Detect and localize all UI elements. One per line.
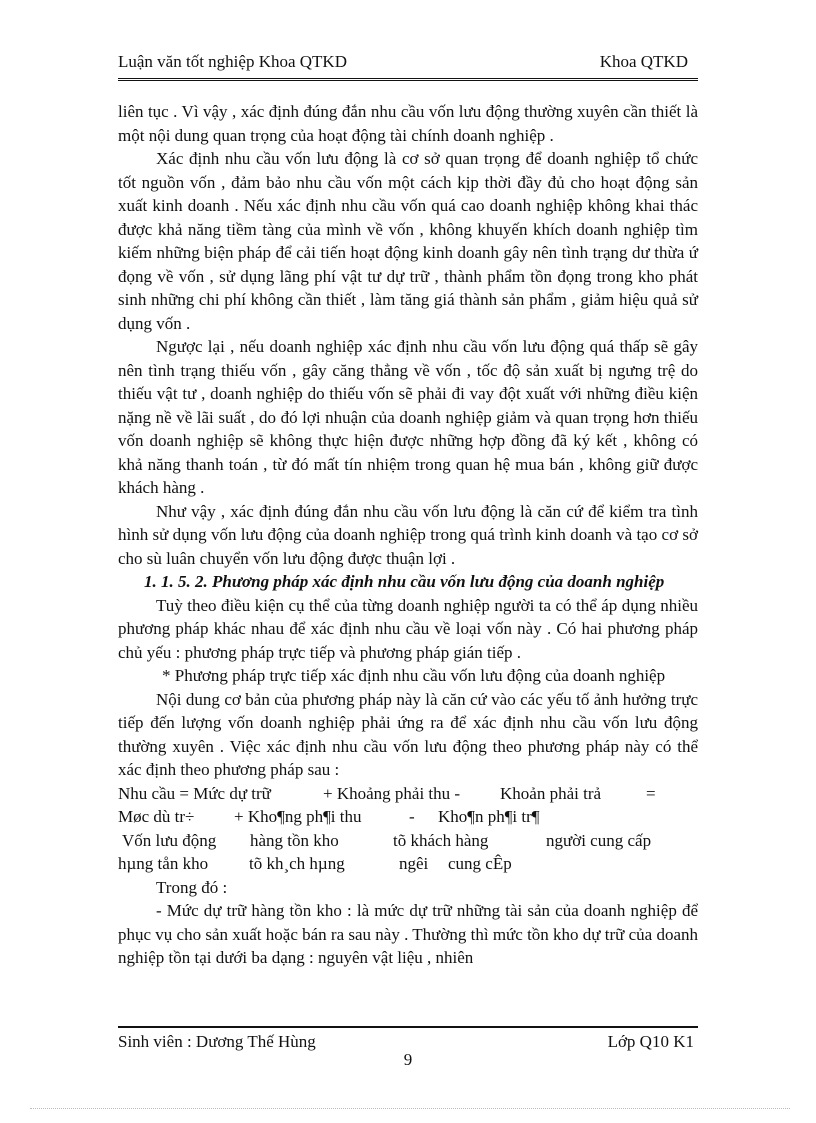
formula-term: Møc dù tr÷ [118, 807, 195, 826]
formula-term: Khoản phải trả [500, 783, 602, 803]
formula-term: - [409, 807, 415, 826]
page-bottom-divider [30, 1108, 790, 1109]
formula-term: Kho¶n ph¶i tr¶ [438, 807, 540, 826]
formula-term: hµng tån kho [118, 854, 209, 873]
document-body [118, 100, 698, 970]
formula-term: tõ kh¸ch hµng [249, 854, 345, 873]
header-rule [118, 78, 698, 81]
formula-term: + Khoảng phải thu - [323, 783, 461, 803]
formula-line [118, 829, 698, 853]
formula-term: Nhu cầu = Mức dự trữ [118, 783, 271, 803]
footer-class: Lớp Q10 K1 [607, 1032, 694, 1051]
formula-term: ngêi [399, 854, 429, 873]
page-number: 9 [403, 1050, 413, 1069]
formula-term: cung cÊp [448, 854, 512, 873]
paragraph: Ngược lại , nếu doanh nghiệp xác định nhu cầu vốn lưu động quá thấp sẽ gây nên tình trạng thiếu vốn , gây căng thẳng về vốn , tốc độ sản xuất bị ngưng trệ do thiếu vật tư , doanh nghiệp do thiếu vốn sẽ phải đi vay đột xuất với những điều kiện nặng nề về lãi suất , do đó lợi nhuận của doanh nghiệp giảm và quan trọng hơn thiếu vốn doanh nghiệp sẽ không thực hiện được những hợp đồng đã ký kết , không có khả năng thanh toán , từ đó mất tín nhiệm trong quan hệ mua bán , không giữ được khách hàng . [118, 337, 698, 497]
paragraph: - Mức dự trữ hàng tồn kho : là mức dự trữ những tài sản của doanh nghiệp để phục vụ cho sản xuất hoặc bán ra sau này . Thường thì mức tồn kho dự trữ của doanh nghiệp tồn tại dưới ba dạng : nguyên vật liệu , nhiên [118, 901, 698, 967]
paragraph: Như vậy , xác định đúng đắn nhu cầu vốn lưu động là căn cứ để kiểm tra tình hình sử dụng vốn lưu động của doanh nghiệp trong quá trình kinh doanh và tạo cơ sở cho sù luân chuyển vốn lưu động được thuận lợi . [118, 501, 698, 568]
formula-term: = [646, 783, 656, 803]
formula-term: + Kho¶ng ph¶i thu [234, 807, 362, 826]
paragraph: Nội dung cơ bản của phương pháp này là căn cứ vào các yếu tố ảnh hưởng trực tiếp đến lượng vốn doanh nghiệp phải ứng ra để xác định nhu cầu vốn lưu động thường xuyên . Việc xác định nhu cầu vốn lưu động theo phương pháp này có thể xác định theo phương pháp sau : [118, 689, 698, 779]
header-right: Khoa QTKD [599, 52, 688, 71]
formula-term: người cung cấp [546, 830, 652, 850]
page-header [118, 52, 698, 76]
formula-line [118, 782, 698, 806]
formula-line [118, 805, 698, 829]
paragraph: liên tục . Vì vậy , xác định đúng đắn nhu cầu vốn lưu động thường xuyên cần thiết là một nội dung quan trọng của hoạt động tài chính doanh nghiệp . [118, 102, 698, 145]
paragraph: Trong đó : [156, 877, 228, 897]
method-bullet: * Phương pháp trực tiếp xác định nhu cầu vốn lưu động của doanh nghiệp [162, 666, 666, 685]
paragraph: Tuỳ theo điều kiện cụ thể của từng doanh nghiệp người ta có thể áp dụng nhiều phương pháp khác nhau để xác định nhu cầu về loại vốn này . Có hai phương pháp chủ yếu : phương pháp trực tiếp và phương pháp gián tiếp . [118, 595, 698, 662]
formula-term: Vốn lưu động [122, 830, 217, 850]
section-heading: 1. 1. 5. 2. Phương pháp xác định nhu cầu vốn lưu động của doanh nghiệp [144, 572, 665, 591]
formula-term: hàng tồn kho [250, 830, 339, 850]
formula-term: tõ khách hàng [393, 830, 489, 850]
paragraph: Xác định nhu cầu vốn lưu động là cơ sở quan trọng để doanh nghiệp tổ chức tốt nguồn vốn , đảm bảo nhu cầu vốn một cách kịp thời đầy đủ cho hoạt động sản xuất kinh doanh . Nếu xác định nhu cầu vốn quá cao doanh nghiệp không khai thác được khả năng tiềm tàng của mình về vốn , không khuyến khích doanh nghiệp tìm kiếm những biện pháp để cải tiến hoạt động kinh doanh gây nên tình trạng dư thừa ứ đọng về vốn , sử dụng lãng phí vật tư dự trữ , thành phẩm tồn đọng trong kho phát sinh những chi phí không cần thiết , làm tăng giá thành sản phẩm , giảm hiệu quả sử dụng vốn . [118, 149, 698, 333]
footer-rule [118, 1026, 698, 1028]
formula-line [118, 852, 698, 876]
footer-student: Sinh viên : Dương Thế Hùng [118, 1032, 316, 1051]
header-left: Luận văn tốt nghiệp Khoa QTKD [118, 52, 347, 71]
